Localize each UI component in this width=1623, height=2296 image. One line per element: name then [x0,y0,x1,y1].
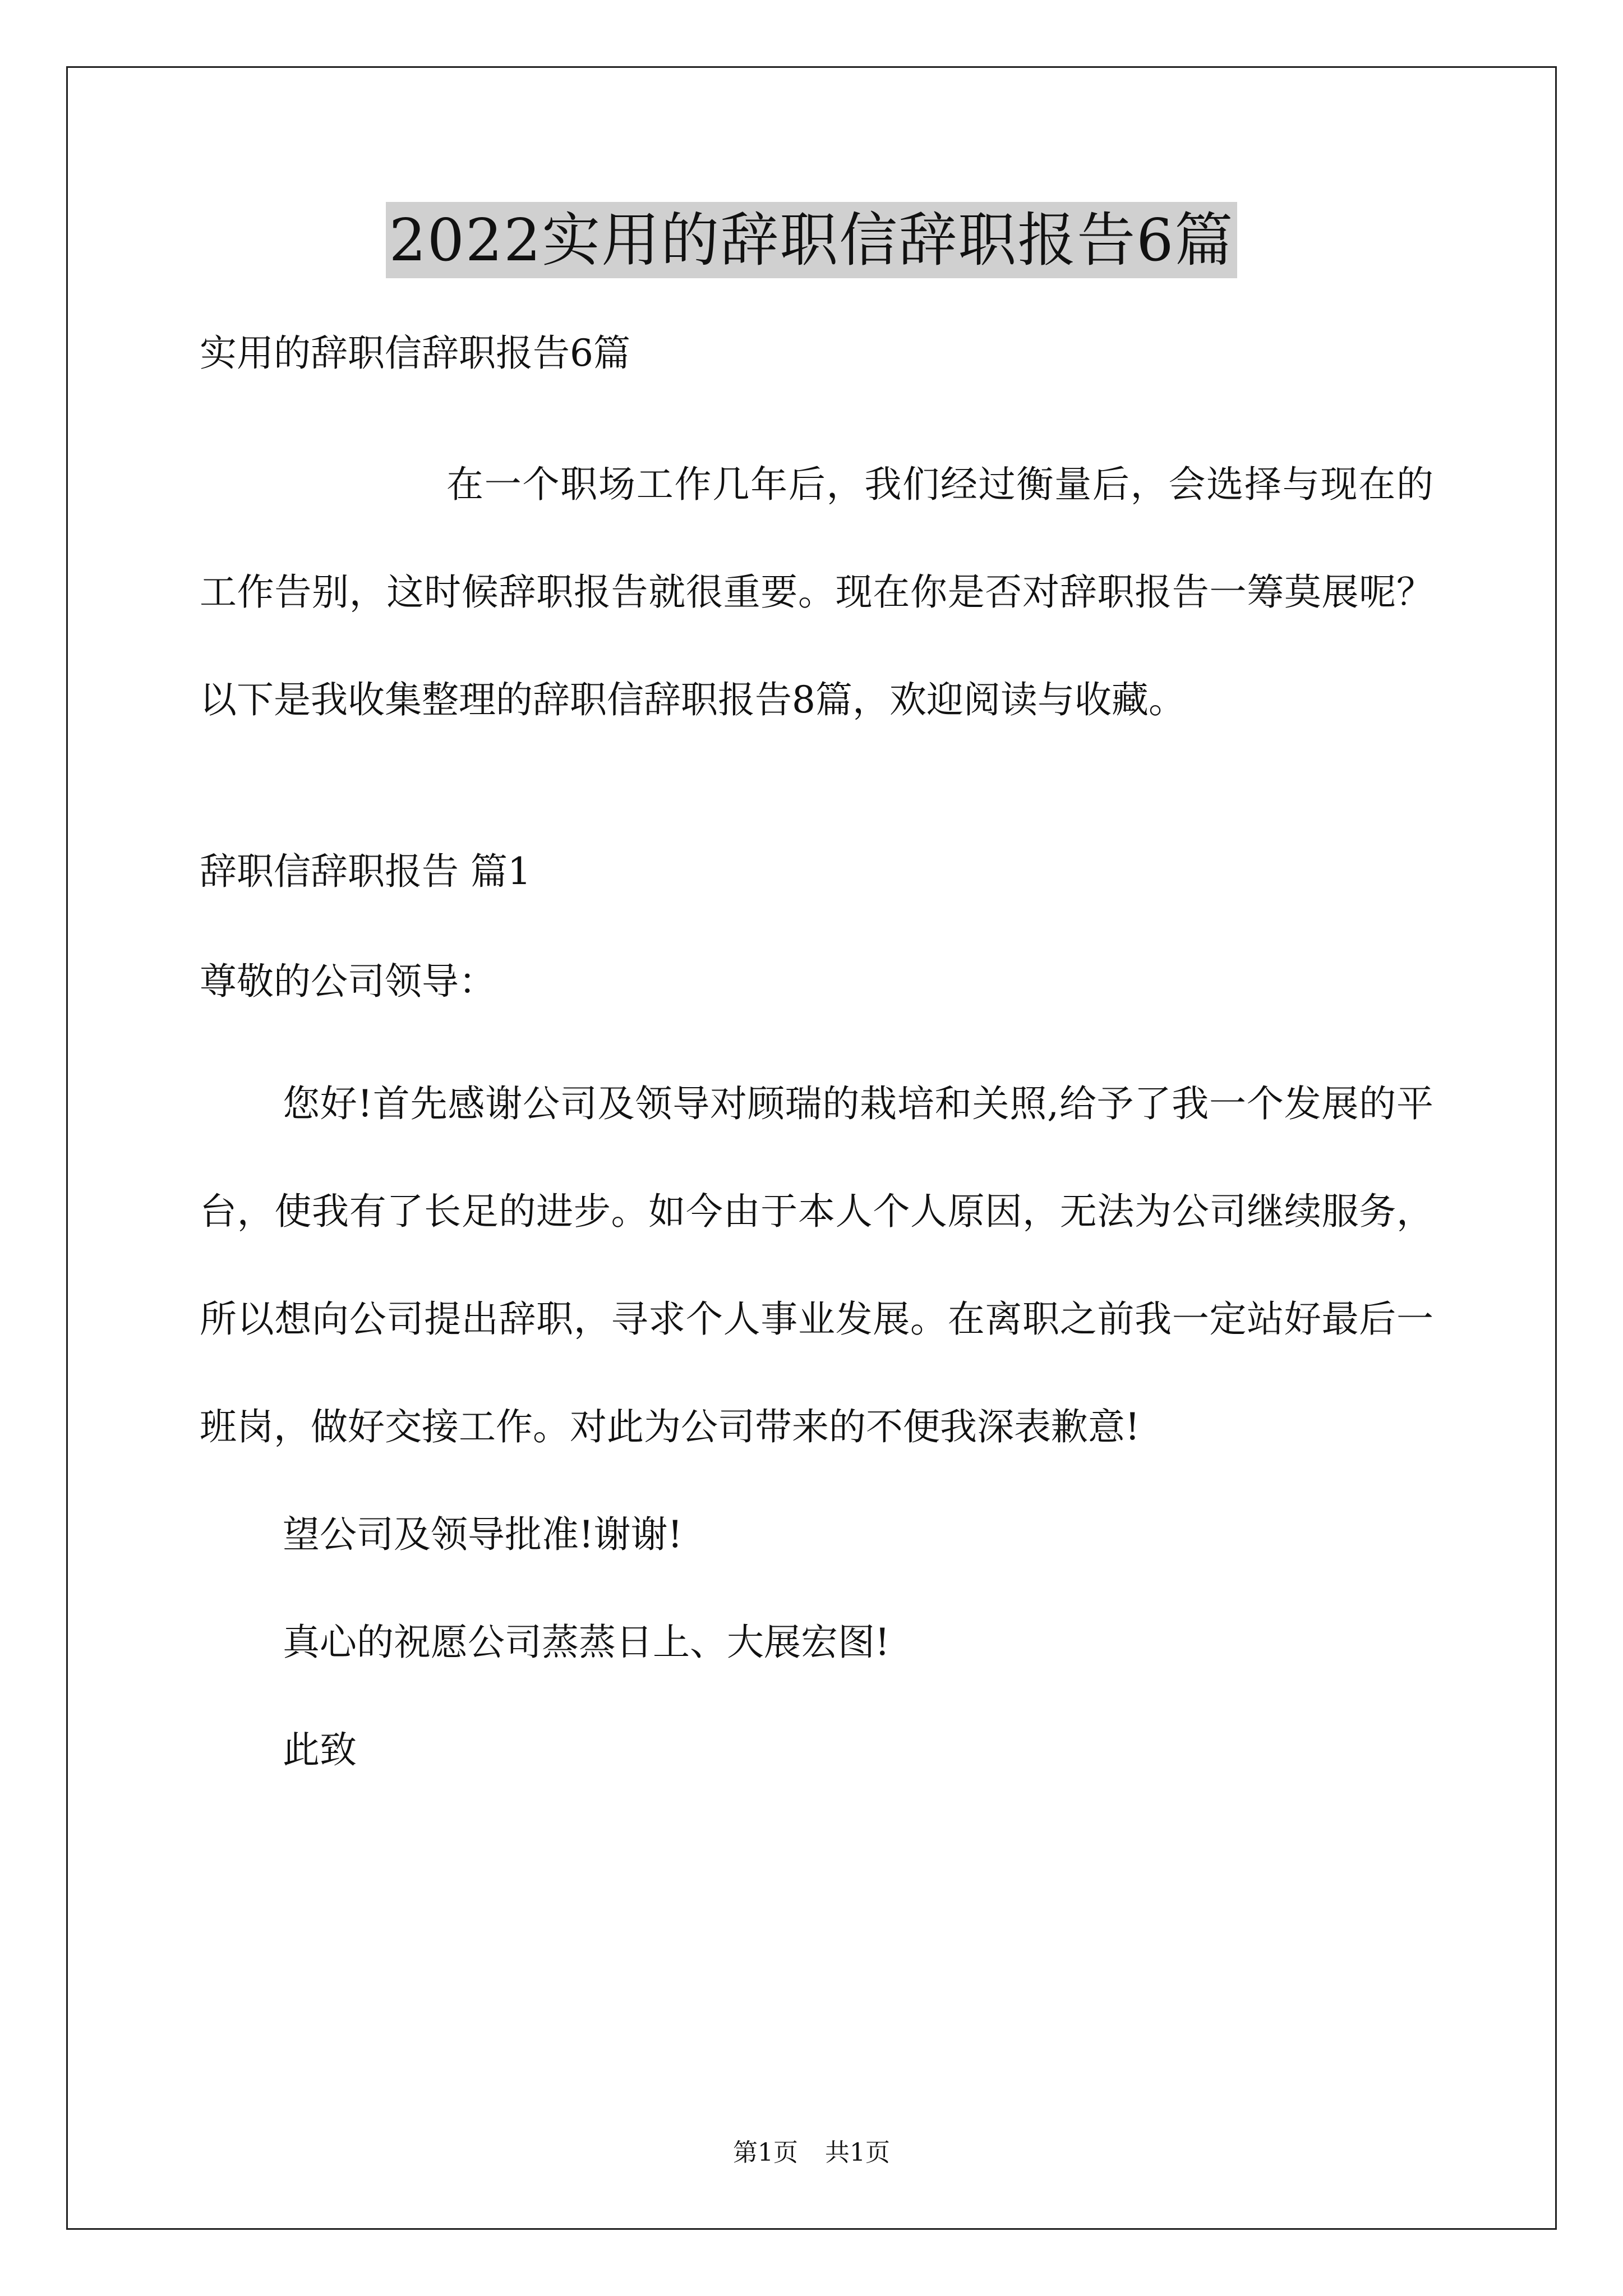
wishes-line: 真心的祝愿公司蒸蒸日上、大展宏图! [283,1621,890,1664]
page-total: 共1页 [825,2138,890,2167]
intro-paragraph: 在一个职场工作几年后，我们经过衡量后，会选择与现在的工作告别，这时候辞职报告就很重要。现在你是否对辞职报告一筹莫展呢？以下是我收集整理的辞职信辞职报告8篇，欢迎阅读与收藏。 [200,463,1433,721]
title-container [0,202,1623,278]
document-body [200,303,1433,1804]
approval-line: 望公司及领导批准!谢谢! [283,1513,683,1556]
document-subtitle: 实用的辞职信辞职报告6篇 [200,332,630,375]
section-heading: 辞职信辞职报告 篇1 [200,850,531,893]
page-footer [0,2136,1623,2170]
letter-salutation: 尊敬的公司领导： [200,960,496,1003]
document-title: 2022实用的辞职信辞职报告6篇 [386,202,1238,278]
closing-line: 此致 [283,1728,357,1772]
letter-body-paragraph: 您好!首先感谢公司及领导对顾瑞的栽培和关照,给予了我一个发展的平台，使我有了长足的进步。如今由于本人个人原因，无法为公司继续服务，所以想向公司提出辞职，寻求个人事业发展。在离职之前我一定站好最后一班岗，做好交接工作。对此为公司带来的不便我深表歉意! [200,1082,1433,1448]
page-number: 第1页 [733,2138,798,2167]
